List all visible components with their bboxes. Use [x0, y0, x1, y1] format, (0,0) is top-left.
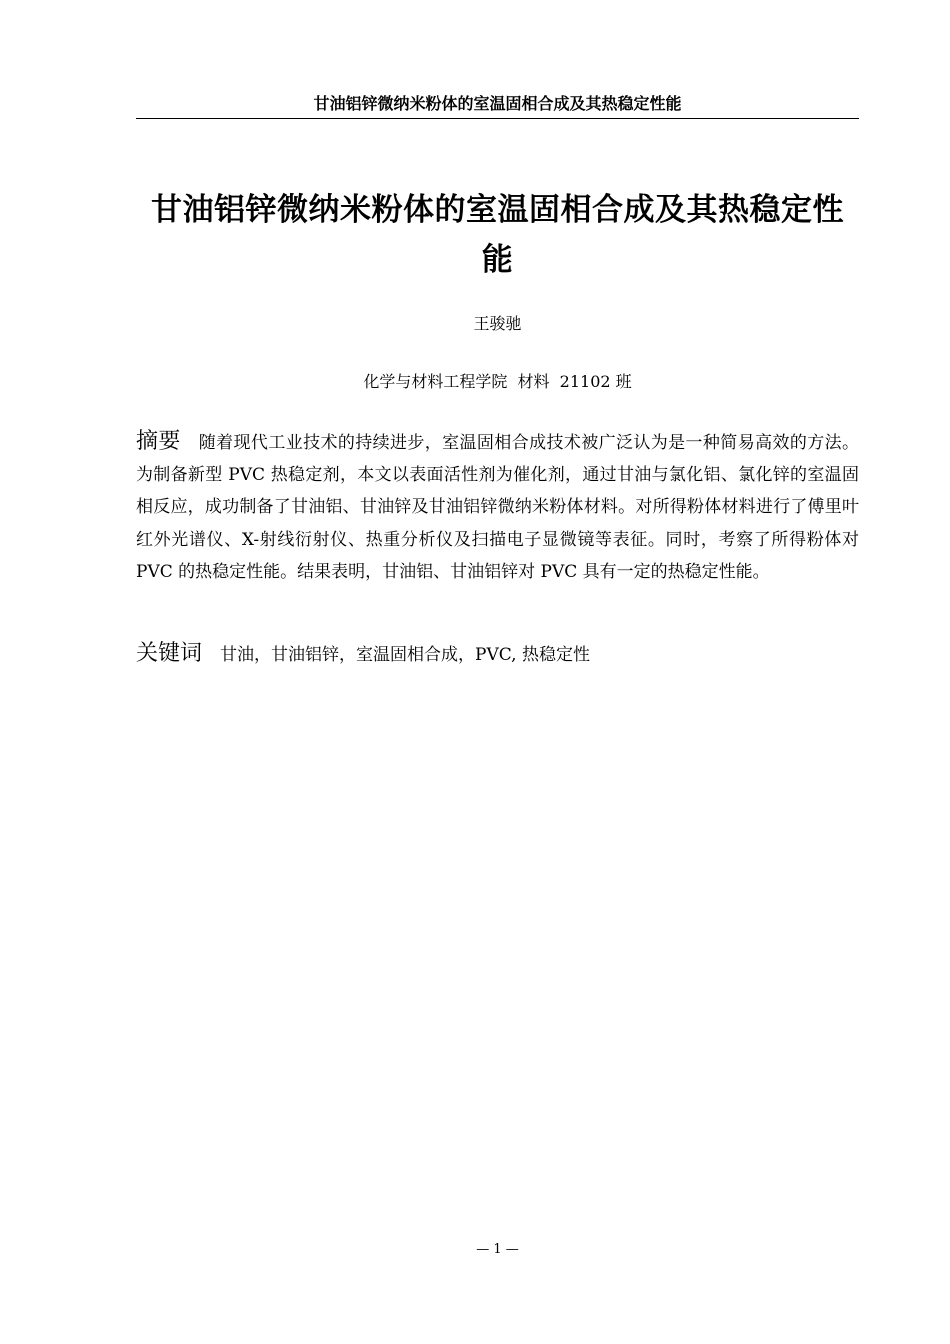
author-name: 王骏驰	[473, 314, 522, 333]
page-number: — 1 —	[476, 1242, 519, 1257]
header-rule	[136, 118, 859, 119]
abstract	[136, 426, 859, 588]
keywords	[136, 638, 859, 671]
abstract-label: 摘要	[136, 429, 181, 454]
paper-title: 甘油铝锌微纳米粉体的室温固相合成及其热稳定性能	[151, 192, 844, 278]
abstract-text: 随着现代工业技术的持续进步，室温固相合成技术被广泛认为是一种简易高效的方法。为制备新型 PVC 热稳定剂，本文以表面活性剂为催化剂，通过甘油与氯化铝、氯化锌的室温固相反应，成功制备了甘油铝、甘油锌及甘油铝锌微纳米粉体材料。对所得粉体材料进行了傅里叶红外光谱仪、X-射线衍射仪、热重分析仪及扫描电子显微镜等表征。同时，考察了所得粉体对 PVC 的热稳定性能。结果表明，甘油铝、甘油铝锌对 PVC 具有一定的热稳定性能。	[136, 433, 859, 582]
keywords-label: 关键词	[136, 641, 203, 666]
running-header: 甘油铝锌微纳米粉体的室温固相合成及其热稳定性能	[313, 94, 682, 113]
keywords-text: 甘油，甘油铝锌，室温固相合成，PVC, 热稳定性	[220, 645, 590, 665]
author-affiliation: 化学与材料工程学院 材料 21102 班	[363, 372, 632, 391]
